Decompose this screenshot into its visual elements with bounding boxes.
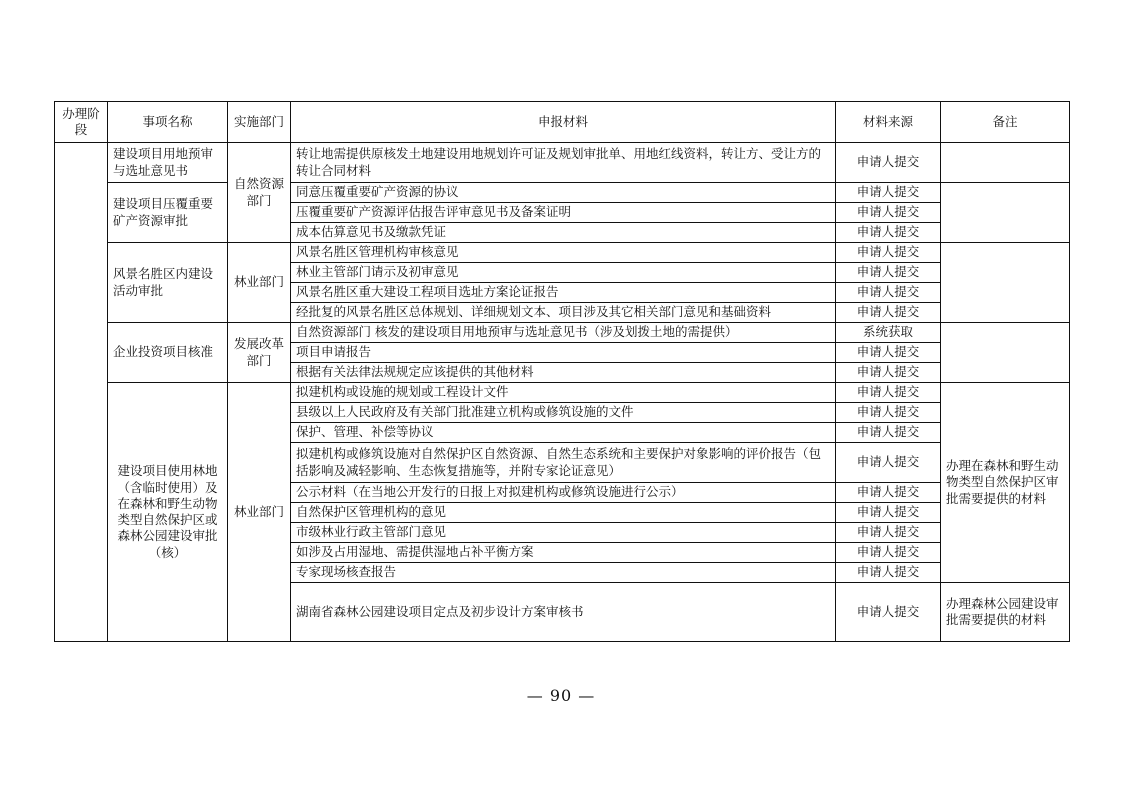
- source-cell: 申请人提交: [836, 243, 941, 263]
- item-name-cell: 企业投资项目核准: [108, 323, 228, 383]
- header-remarks: 备注: [941, 102, 1070, 143]
- source-cell: 申请人提交: [836, 283, 941, 303]
- material-cell: 公示材料（在当地公开发行的日报上对拟建机构或修筑设施进行公示）: [291, 483, 836, 503]
- material-cell: 拟建机构或修筑设施对自然保护区自然资源、自然生态系统和主要保护对象影响的评价报告（包括影响及减轻影响、生态恢复措施等，并附专家论证意见）: [291, 443, 836, 483]
- material-cell: 压覆重要矿产资源评估报告评审意见书及备案证明: [291, 203, 836, 223]
- material-cell: 根据有关法律法规规定应该提供的其他材料: [291, 363, 836, 383]
- item-name-cell: 风景名胜区内建设活动审批: [108, 243, 228, 323]
- source-cell: 申请人提交: [836, 223, 941, 243]
- source-cell: 申请人提交: [836, 203, 941, 223]
- remark-cell: 办理在森林和野生动物类型自然保护区审批需要提供的材料: [941, 383, 1070, 583]
- material-cell: 成本估算意见书及缴款凭证: [291, 223, 836, 243]
- table-row: [55, 243, 1070, 263]
- header-dept: 实施部门: [228, 102, 291, 143]
- table-row: [55, 383, 1070, 403]
- material-cell: 经批复的风景名胜区总体规划、详细规划文本、项目涉及其它相关部门意见和基础资料: [291, 303, 836, 323]
- remark-cell: [941, 183, 1070, 243]
- header-row: [55, 102, 1070, 143]
- source-cell: 申请人提交: [836, 343, 941, 363]
- source-cell: 申请人提交: [836, 503, 941, 523]
- source-cell: 申请人提交: [836, 563, 941, 583]
- dept-cell: 发展改革部门: [228, 323, 291, 383]
- source-cell: 系统获取: [836, 323, 941, 343]
- material-cell: 湖南省森林公园建设项目定点及初步设计方案审核书: [291, 583, 836, 642]
- source-cell: 申请人提交: [836, 483, 941, 503]
- material-cell: 专家现场核查报告: [291, 563, 836, 583]
- material-cell: 如涉及占用湿地、需提供湿地占补平衡方案: [291, 543, 836, 563]
- table-row: [55, 143, 1070, 183]
- dept-cell: 自然资源部门: [228, 143, 291, 243]
- source-cell: 申请人提交: [836, 183, 941, 203]
- source-cell: 申请人提交: [836, 303, 941, 323]
- material-cell: 风景名胜区重大建设工程项目选址方案论证报告: [291, 283, 836, 303]
- remark-cell: [941, 243, 1070, 323]
- source-cell: 申请人提交: [836, 143, 941, 183]
- material-cell: 转让地需提供原核发土地建设用地规划许可证及规划审批单、用地红线资料，转让方、受让方的转让合同材料: [291, 143, 836, 183]
- material-cell: 林业主管部门请示及初审意见: [291, 263, 836, 283]
- material-cell: 自然保护区管理机构的意见: [291, 503, 836, 523]
- dept-cell: 林业部门: [228, 383, 291, 642]
- table-row: [55, 183, 1070, 203]
- material-cell: 市级林业行政主管部门意见: [291, 523, 836, 543]
- remark-cell: [941, 323, 1070, 383]
- source-cell: 申请人提交: [836, 523, 941, 543]
- stage-cell: [55, 143, 108, 642]
- dept-cell: 林业部门: [228, 243, 291, 323]
- source-cell: 申请人提交: [836, 543, 941, 563]
- remark-cell: [941, 143, 1070, 183]
- header-stage: 办理阶段: [55, 102, 108, 143]
- material-cell: 保护、管理、补偿等协议: [291, 423, 836, 443]
- remark-cell: 办理森林公园建设审批需要提供的材料: [941, 583, 1070, 642]
- material-cell: 自然资源部门 核发的建设项目用地预审与选址意见书（涉及划拨土地的需提供）: [291, 323, 836, 343]
- header-item-name: 事项名称: [108, 102, 228, 143]
- material-cell: 拟建机构或设施的规划或工程设计文件: [291, 383, 836, 403]
- source-cell: 申请人提交: [836, 383, 941, 403]
- table-row: [55, 323, 1070, 343]
- materials-table: [54, 101, 1070, 642]
- material-cell: 风景名胜区管理机构审核意见: [291, 243, 836, 263]
- material-cell: 县级以上人民政府及有关部门批准建立机构或修筑设施的文件: [291, 403, 836, 423]
- source-cell: 申请人提交: [836, 423, 941, 443]
- source-cell: 申请人提交: [836, 403, 941, 423]
- source-cell: 申请人提交: [836, 363, 941, 383]
- source-cell: 申请人提交: [836, 583, 941, 642]
- item-name-cell: 建设项目压覆重要矿产资源审批: [108, 183, 228, 243]
- page-number: — 90 —: [526, 686, 596, 705]
- material-cell: 同意压覆重要矿产资源的协议: [291, 183, 836, 203]
- item-name-cell: 建设项目用地预审与选址意见书: [108, 143, 228, 183]
- source-cell: 申请人提交: [836, 263, 941, 283]
- source-cell: 申请人提交: [836, 443, 941, 483]
- material-cell: 项目申请报告: [291, 343, 836, 363]
- item-name-cell: 建设项目使用林地（含临时使用）及在森林和野生动物类型自然保护区或森林公园建设审批（核）: [108, 383, 228, 642]
- header-materials: 申报材料: [291, 102, 836, 143]
- header-source: 材料来源: [836, 102, 941, 143]
